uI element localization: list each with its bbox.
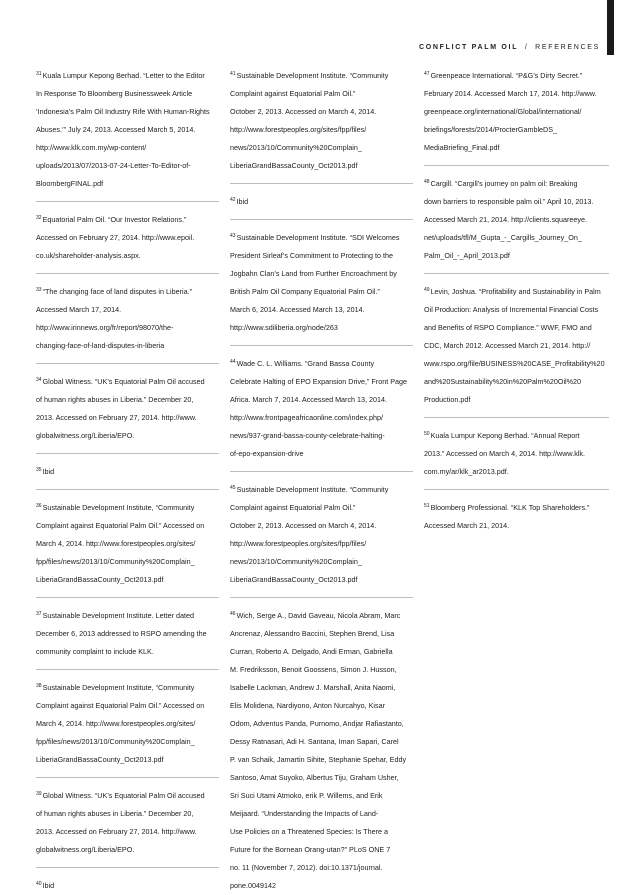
reference-divider xyxy=(230,471,413,472)
reference-text: Cargill. “Cargill’s journey on palm oil: Breaking down barriers to responsible palm oil.” April 10, 2013. Accessed March 21, 2014. http://clients.squareeye. net/uploads/tfl/M_Gupta_-_Cargills_Journey_On_ Palm_Oil_-_April_2013.pdf xyxy=(424,179,594,260)
reference-divider xyxy=(36,489,219,490)
reference-divider xyxy=(36,363,219,364)
reference-number: 34 xyxy=(36,377,42,383)
reference-divider xyxy=(230,219,413,220)
reference-number: 35 xyxy=(36,467,42,473)
reference-text: Sustainable Development Institute. Letter dated December 6, 2013 addressed to RSPO amending the community complaint to include KLK. xyxy=(36,611,207,656)
reference-entry xyxy=(36,499,219,589)
reference-divider xyxy=(424,165,609,166)
reference-text: Kuala Lumpur Kepong Berhad. “Annual Report 2013.” Accessed on March 4, 2014. http://www.klk. com.my/ar/klk_ar2013.pdf. xyxy=(424,431,586,476)
reference-number: 31 xyxy=(36,71,42,77)
reference-text: Sustainable Development Institute, “Community Complaint against Equatorial Palm Oil.” Accessed on March 4, 2014. http://www.forestpeoples.org/sites/ fpp/files/news/2013/10/Community%20Complain_ LiberiaGrandBassaCounty_Oct2013.pdf xyxy=(36,683,205,764)
reference-number: 46 xyxy=(230,611,236,617)
reference-text: Sustainable Development Institute. “SDI Welcomes President Sirleaf’s Commitment to Protecting to the Jogbahn Clan’s Land from Further Encroachment by British Palm Oil Company Equatorial Palm Oil.” March 6, 2014. Accessed March 13, 2014. http://www.sdiliberia.org/node/263 xyxy=(230,233,400,332)
reference-entry xyxy=(36,787,219,859)
reference-entry xyxy=(36,607,219,661)
reference-number: 32 xyxy=(36,215,42,221)
reference-divider xyxy=(36,867,219,868)
reference-number: 42 xyxy=(230,197,236,203)
reference-entry xyxy=(230,355,413,463)
reference-divider xyxy=(230,183,413,184)
reference-number: 45 xyxy=(230,485,236,491)
reference-number: 50 xyxy=(424,431,430,437)
reference-entry xyxy=(230,607,413,895)
reference-entry xyxy=(36,373,219,445)
reference-entry xyxy=(424,175,609,265)
running-header xyxy=(419,44,600,51)
reference-entry xyxy=(36,283,219,355)
reference-entry xyxy=(230,67,413,175)
reference-number: 39 xyxy=(36,791,42,797)
reference-text: Sustainable Development Institute, “Community Complaint against Equatorial Palm Oil.” Accessed on March 4, 2014. http://www.forestpeoples.org/sites/ fpp/files/news/2013/10/Community%20Complain_ LiberiaGrandBassaCounty_Oct2013.pdf xyxy=(36,503,205,584)
reference-entry xyxy=(36,211,219,265)
reference-text: “The changing face of land disputes in Liberia.” Accessed March 17, 2014. http://www.irinnews.org/fr/report/98070/the- changing-face-of-land-disputes-in-liberia xyxy=(36,287,192,350)
reference-number: 33 xyxy=(36,287,42,293)
reference-text: Greenpeace International. “P&G’s Dirty Secret.” February 2014. Accessed March 17, 2014. http://www. greenpeace.org/international/Global/international/ briefings/forests/2014/ProcterGambleDS_ MediaBriefing_Final.pdf xyxy=(424,71,597,152)
reference-divider xyxy=(424,273,609,274)
reference-text: Global Witness. “UK’s Equatorial Palm Oil accused of human rights abuses in Liberia.” December 20, 2013. Accessed on February 27, 2014. http://www. globalwitness.org/Liberia/EPO. xyxy=(36,791,205,854)
reference-text: Ibid xyxy=(42,467,55,476)
reference-divider xyxy=(36,777,219,778)
reference-number: 44 xyxy=(230,359,236,365)
reference-number: 48 xyxy=(424,179,430,185)
reference-text: Wade C. L. Williams. “Grand Bassa County Celebrate Halting of EPO Expansion Drive,” Front Page Africa. March 7, 2014. Accessed March 13, 2014. http://www.frontpageafricaonline.com/index.php/ news/937-grand-bassa-county-celebrate-halting- of-epo-expansion-drive xyxy=(230,359,407,458)
reference-divider xyxy=(36,453,219,454)
header-section-title: CONFLICT PALM OIL xyxy=(419,44,519,51)
reference-number: 40 xyxy=(36,881,42,887)
reference-number: 43 xyxy=(230,233,236,239)
reference-entry xyxy=(424,427,609,481)
header-subsection-title: REFERENCES xyxy=(535,44,600,51)
reference-entry xyxy=(230,481,413,589)
reference-text: Equatorial Palm Oil. “Our Investor Relations.” Accessed on February 27, 2014. http://www.epoil. co.uk/shareholder-analysis.aspx. xyxy=(36,215,195,260)
reference-entry xyxy=(424,283,609,409)
reference-text: Kuala Lumpur Kepong Berhad. “Letter to the Editor In Response To Bloomberg Businessweek Article ‘Indonesia’s Palm Oil Industry Rife With Human-Rights Abuses.’” July 24, 2013. Accessed March 5, 2014. http://www.klk.com.my/wp-content/ uploads/2013/07/2013-07-24-Letter-To-Editor-of- BloombergFINAL.pdf xyxy=(36,71,210,188)
reference-text: Bloomberg Professional. “KLK Top Shareholders.” Accessed March 21, 2014. xyxy=(424,503,590,530)
reference-divider xyxy=(36,201,219,202)
reference-entry xyxy=(36,877,219,895)
reference-divider xyxy=(424,417,609,418)
reference-divider xyxy=(36,669,219,670)
references-column-1 xyxy=(36,67,219,895)
reference-divider xyxy=(36,273,219,274)
header-separator: / xyxy=(524,44,529,51)
page-edge-bar xyxy=(607,0,614,55)
references-column-3 xyxy=(424,67,609,535)
reference-text: Wich, Serge A., David Gaveau, Nicola Abram, Marc Ancrenaz, Alessandro Baccini, Stephen Brend, Lisa Curran, Roberto A. Delgado, Andi Erman, Gabriella M. Fredriksson, Benoit Goossens, Simon J. Husson, Isabelle Lackman, Andrew J. Marshall, Anita Naomi, Elis Molidena, Nardiyono, Anton Nurcahyo, Kisar Odom, Adventus Panda, Purnomo, Andjar Rafiastanto, Dessy Ratnasari, Adi H. Santana, Iman Sapari, Carel P. van Schaik, Jamartin Sihite, Stephanie Spehar, Eddy Santoso, Amat Suyoko, Albertus Tiju, Graham Usher, Sri Suci Utami Atmoko, erik P. Willems, and Erik Meijaard. “Understanding the Impacts of Land- Use Policies on a Threatened Species: Is There a Future for the Bornean Orang-utan?” PLoS ONE 7 no. 11 (November 7, 2012). doi:10.1371/journal. pone.0049142 xyxy=(230,611,407,890)
reference-number: 51 xyxy=(424,503,430,509)
reference-divider xyxy=(230,345,413,346)
reference-entry xyxy=(424,67,609,157)
reference-divider xyxy=(36,597,219,598)
reference-entry xyxy=(36,679,219,769)
reference-entry xyxy=(424,499,609,535)
reference-text: Sustainable Development Institute. “Community Complaint against Equatorial Palm Oil.” October 2, 2013. Accessed on March 4, 2014. http://www.forestpeoples.org/sites/fpp/files/ news/2013/10/Community%20Complain_ LiberiaGrandBassaCounty_Oct2013.pdf xyxy=(230,485,389,584)
reference-divider xyxy=(230,597,413,598)
reference-entry xyxy=(230,229,413,337)
reference-entry xyxy=(36,67,219,193)
reference-text: Ibid xyxy=(236,197,249,206)
reference-divider xyxy=(424,489,609,490)
references-column-2 xyxy=(230,67,413,895)
reference-number: 37 xyxy=(36,611,42,617)
reference-entry xyxy=(36,463,219,481)
reference-number: 49 xyxy=(424,287,430,293)
reference-number: 47 xyxy=(424,71,430,77)
reference-number: 38 xyxy=(36,683,42,689)
reference-text: Sustainable Development Institute. “Community Complaint against Equatorial Palm Oil.” October 2, 2013. Accessed on March 4, 2014. http://www.forestpeoples.org/sites/fpp/files/ news/2013/10/Community%20Complain_ LiberiaGrandBassaCounty_Oct2013.pdf xyxy=(230,71,389,170)
reference-text: Global Witness. “UK’s Equatorial Palm Oil accused of human rights abuses in Liberia.” December 20, 2013. Accessed on February 27, 2014. http://www. globalwitness.org/Liberia/EPO. xyxy=(36,377,205,440)
reference-text: Levin, Joshua. “Profitability and Sustainability in Palm Oil Production: Analysis of Incremental Financial Costs and Benefits of RSPO Compliance.” WWF, FMO and CDC, March 2012. Accessed March 21, 2014. http:// www.rspo.org/file/BUSINESS%20CASE_Profitability%20 and%20Sustainability%20in%20Palm%20Oil%20 Production.pdf xyxy=(424,287,605,404)
reference-number: 41 xyxy=(230,71,236,77)
reference-entry xyxy=(230,193,413,211)
reference-number: 36 xyxy=(36,503,42,509)
reference-text: Ibid xyxy=(42,881,55,890)
